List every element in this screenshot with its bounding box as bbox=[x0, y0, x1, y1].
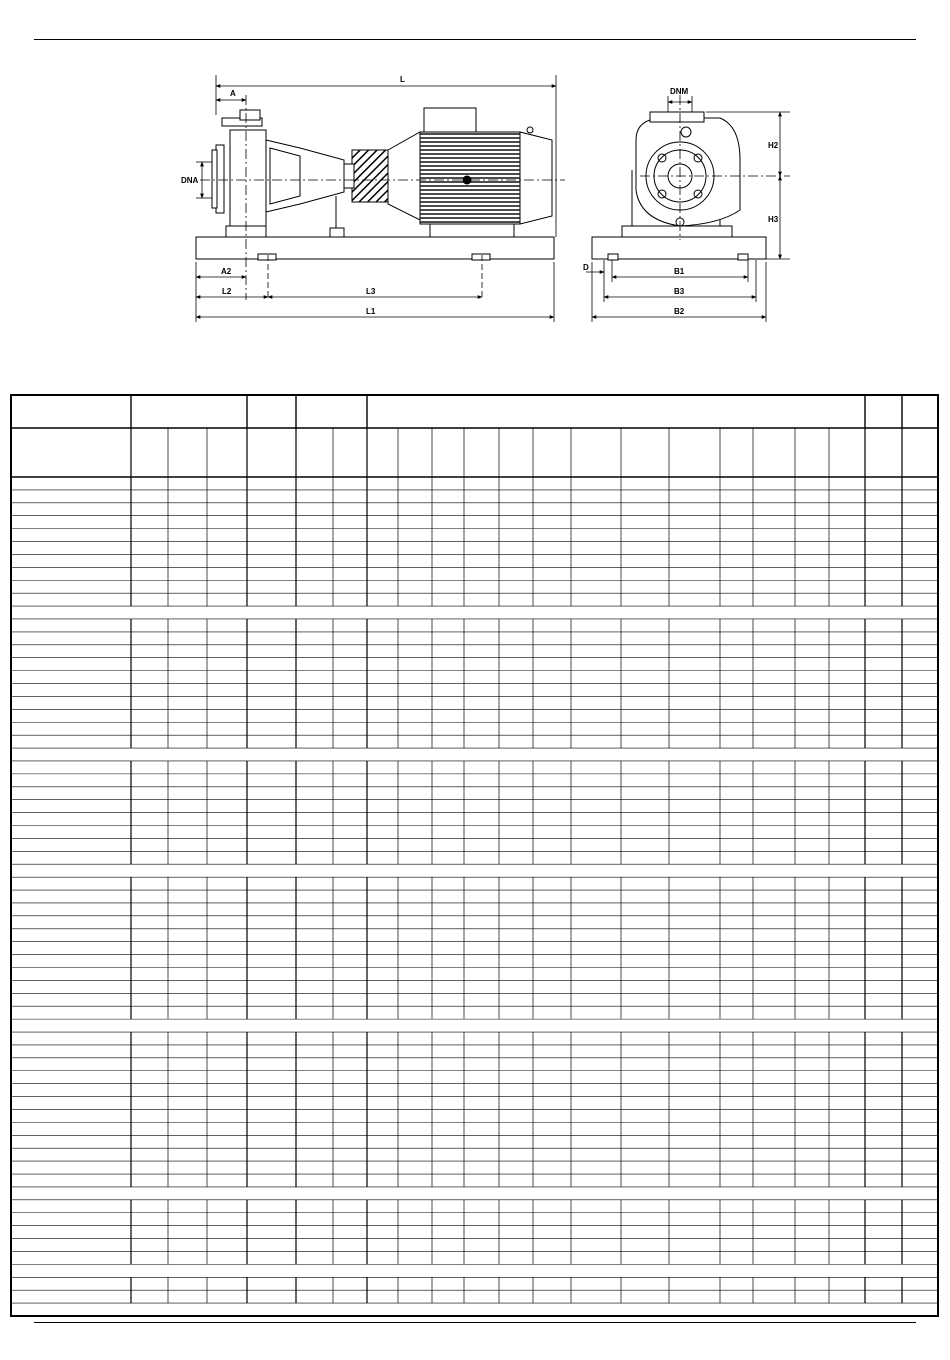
dim-label-l: L bbox=[400, 75, 405, 84]
dim-label-l3: L3 bbox=[366, 287, 376, 296]
dim-label-l1: L1 bbox=[366, 307, 376, 316]
dim-label-a: A bbox=[230, 89, 236, 98]
dim-label-b1: B1 bbox=[674, 267, 685, 276]
dim-label-a2: A2 bbox=[221, 267, 232, 276]
table-frame bbox=[11, 395, 938, 1316]
table-grid-lines bbox=[11, 395, 938, 1316]
dim-label-dnm: DNM bbox=[670, 87, 689, 96]
dim-label-d: D bbox=[583, 263, 589, 272]
dim-label-dna: DNA bbox=[181, 176, 199, 185]
dim-label-h3: H3 bbox=[768, 215, 779, 224]
dim-label-b2: B2 bbox=[674, 307, 685, 316]
dim-label-l2: L2 bbox=[222, 287, 232, 296]
dim-label-h2: H2 bbox=[768, 141, 779, 150]
dim-label-b3: B3 bbox=[674, 287, 685, 296]
